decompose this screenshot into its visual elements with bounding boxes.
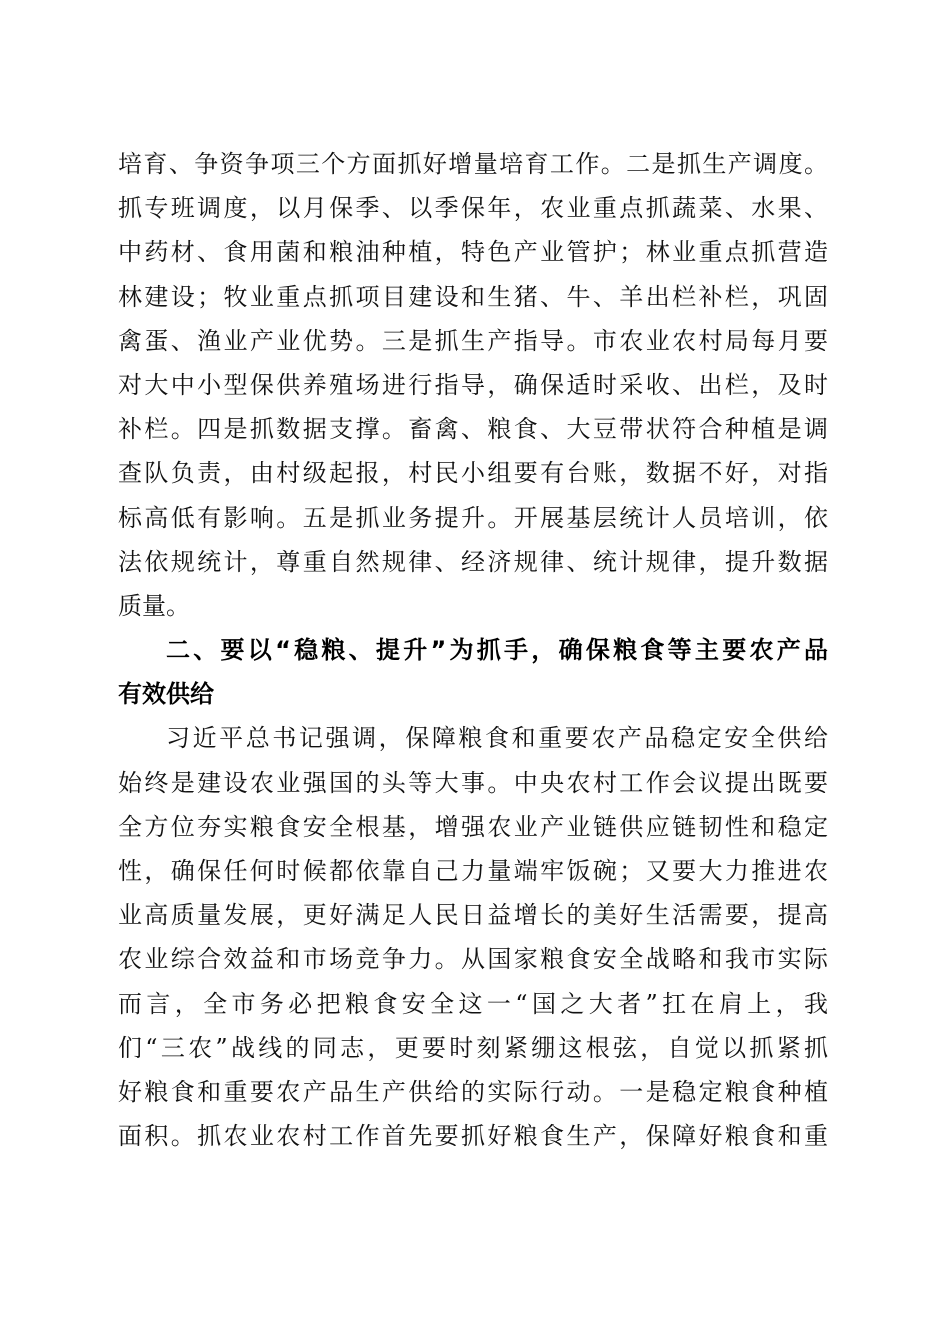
text-line: 面积。抓农业农村工作首先要抓好粮食生产，保障好粮食和重: [118, 1122, 828, 1151]
text-line: 对大中小型保供养殖场进行指导，确保适时采收、出栏，及时: [118, 370, 828, 399]
body-text: [118, 142, 828, 1158]
text-line: 们“三农”战线的同志，更要时刻紧绷这根弦，自觉以抓紧抓: [118, 1033, 828, 1062]
text-line: 法依规统计，尊重自然规律、经济规律、统计规律，提升数据: [118, 547, 828, 576]
text-line: 补栏。四是抓数据支撑。畜禽、粮食、大豆带状符合种植是调: [118, 415, 828, 444]
text-line: 抓专班调度，以月保季、以季保年，农业重点抓蔬菜、水果、: [118, 194, 828, 223]
text-line: 全方位夯实粮食安全根基，增强农业产业链供应链韧性和稳定: [118, 812, 828, 841]
text-line: 业高质量发展，更好满足人民日益增长的美好生活需要，提高: [118, 901, 828, 930]
text-line: 始终是建设农业强国的头等大事。中央农村工作会议提出既要: [118, 768, 828, 797]
text-line: 性，确保任何时候都依靠自己力量端牢饭碗；又要大力推进农: [118, 857, 828, 885]
text-line: 中药材、食用菌和粮油种植，特色产业管护；林业重点抓营造: [118, 238, 828, 267]
text-line: 而言，全市务必把粮食安全这一“国之大者”扛在肩上，我: [118, 989, 828, 1018]
text-line: 林建设；牧业重点抓项目建设和生猪、牛、羊出栏补栏，巩固: [118, 282, 828, 311]
section-heading: 二、要以“稳粮、提升”为抓手，确保粮食等主要农产品: [166, 636, 828, 665]
paragraph-start: 习近平总书记强调，保障粮食和重要农产品稳定安全供给: [166, 724, 828, 753]
section-heading-continued: 有效供给: [118, 680, 214, 709]
text-line: 质量。: [118, 591, 190, 620]
text-line: 禽蛋、渔业产业优势。三是抓生产指导。市农业农村局每月要: [118, 326, 828, 355]
text-line: 农业综合效益和市场竞争力。从国家粮食安全战略和我市实际: [118, 945, 828, 974]
text-line: 好粮食和重要农产品生产供给的实际行动。一是稳定粮食种植: [118, 1077, 828, 1106]
text-line: 标高低有影响。五是抓业务提升。开展基层统计人员培训，依: [118, 503, 828, 532]
text-line: 培育、争资争项三个方面抓好增量培育工作。二是抓生产调度。: [118, 150, 828, 178]
text-line: 查队负责，由村级起报，村民小组要有台账，数据不好，对指: [118, 459, 828, 488]
